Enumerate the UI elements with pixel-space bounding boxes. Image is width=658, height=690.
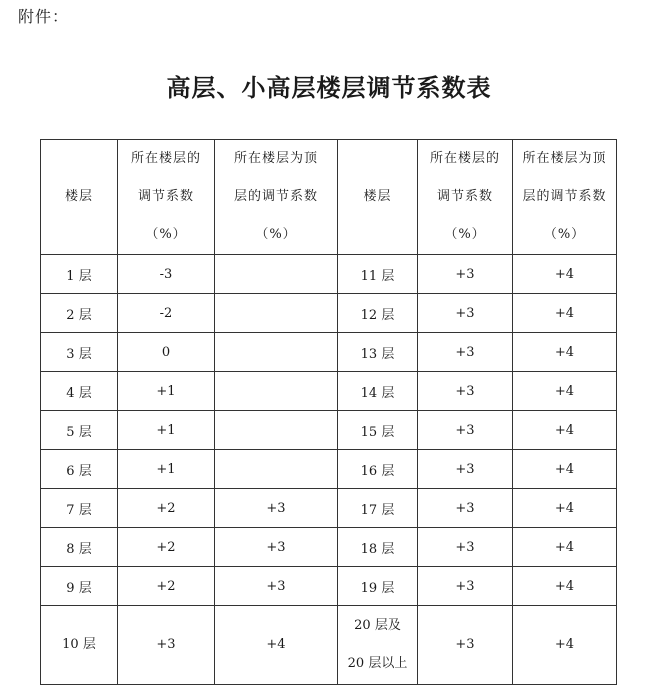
left-coef-cell: -3 [118, 255, 215, 294]
header-top-coef-line1: 所在楼层为顶 [233, 151, 318, 166]
page-title: 高层、小高层楼层调节系数表 [166, 73, 492, 102]
right-top-cell: +4 [513, 255, 617, 294]
header-top-coef-right-line2: 层的调节系数 [522, 189, 607, 204]
left-top-cell: +3 [215, 567, 338, 606]
right-coef-cell: +3 [418, 255, 513, 294]
right-top-cell: +4 [513, 489, 617, 528]
left-floor-cell: 2 层 [41, 294, 118, 333]
header-floor-coef-right [418, 140, 513, 255]
left-floor-cell: 4 层 [41, 372, 118, 411]
left-floor-cell: 7 层 [41, 489, 118, 528]
header-floor-coef-right-line1: 所在楼层的 [429, 151, 500, 166]
right-coef-cell: +3 [418, 372, 513, 411]
header-top-coef [215, 140, 338, 255]
left-coef-cell: +1 [118, 411, 215, 450]
left-top-cell: +3 [215, 528, 338, 567]
right-top-cell: +4 [513, 333, 617, 372]
table-row [41, 372, 617, 411]
right-floor-cell: 19 层 [338, 567, 418, 606]
header-floor-coef-right-line3: （%） [444, 227, 486, 242]
left-coef-cell: +1 [118, 372, 215, 411]
table-row [41, 294, 617, 333]
header-floor-coef-line2: 调节系数 [137, 189, 194, 204]
table-row [41, 333, 617, 372]
header-floor: 楼层 [41, 140, 118, 255]
header-top-coef-line3: （%） [255, 227, 297, 242]
right-top-cell: +4 [513, 606, 617, 685]
left-coef-cell: +1 [118, 450, 215, 489]
right-floor-cell: 13 层 [338, 333, 418, 372]
header-floor-coef-right-line2: 调节系数 [436, 189, 493, 204]
right-top-cell: +4 [513, 411, 617, 450]
right-floor-cell: 16 层 [338, 450, 418, 489]
header-top-coef-line2: 层的调节系数 [233, 189, 318, 204]
left-floor-cell: 5 层 [41, 411, 118, 450]
right-top-cell: +4 [513, 294, 617, 333]
right-floor-cell [338, 606, 418, 685]
right-coef-cell: +3 [418, 411, 513, 450]
right-coef-cell: +3 [418, 450, 513, 489]
left-top-cell [215, 255, 338, 294]
floor-coefficient-table [40, 139, 617, 685]
header-top-coef-right-line1: 所在楼层为顶 [522, 151, 607, 166]
right-floor-cell: 12 层 [338, 294, 418, 333]
right-coef-cell: +3 [418, 606, 513, 685]
right-coef-cell: +3 [418, 567, 513, 606]
left-floor-cell: 1 层 [41, 255, 118, 294]
right-top-cell: +4 [513, 567, 617, 606]
left-coef-cell: +2 [118, 567, 215, 606]
left-floor-cell: 3 层 [41, 333, 118, 372]
right-floor-cell: 15 层 [338, 411, 418, 450]
table-row [41, 528, 617, 567]
left-coef-cell: +2 [118, 528, 215, 567]
header-floor-coef-line3: （%） [145, 227, 187, 242]
left-top-cell: +3 [215, 489, 338, 528]
header-floor-right: 楼层 [338, 140, 418, 255]
left-coef-cell: 0 [118, 333, 215, 372]
right-top-cell: +4 [513, 528, 617, 567]
right-floor-cell: 17 层 [338, 489, 418, 528]
table-row [41, 255, 617, 294]
right-floor-line1: 20 层及 [354, 618, 401, 633]
header-top-coef-right [513, 140, 617, 255]
header-top-coef-right-line3: （%） [543, 227, 586, 242]
right-coef-cell: +3 [418, 528, 513, 567]
right-top-cell: +4 [513, 450, 617, 489]
left-coef-cell: +2 [118, 489, 215, 528]
left-top-cell [215, 333, 338, 372]
left-floor-cell: 9 层 [41, 567, 118, 606]
left-floor-cell: 10 层 [41, 606, 118, 685]
left-top-cell [215, 450, 338, 489]
table-row [41, 489, 617, 528]
left-coef-cell: +3 [118, 606, 215, 685]
right-floor-line2: 20 层以上 [347, 656, 408, 671]
left-top-cell [215, 411, 338, 450]
left-top-cell [215, 372, 338, 411]
header-floor-coef-line1: 所在楼层的 [130, 151, 201, 166]
left-coef-cell: -2 [118, 294, 215, 333]
table-row [41, 411, 617, 450]
right-coef-cell: +3 [418, 333, 513, 372]
left-floor-cell: 8 层 [41, 528, 118, 567]
right-top-cell: +4 [513, 372, 617, 411]
left-floor-cell: 6 层 [41, 450, 118, 489]
table-header-row [41, 140, 617, 255]
left-top-cell: +4 [215, 606, 338, 685]
right-floor-cell: 18 层 [338, 528, 418, 567]
right-coef-cell: +3 [418, 489, 513, 528]
attachment-label: 附件： [18, 7, 70, 26]
table-row [41, 450, 617, 489]
right-floor-cell: 11 层 [338, 255, 418, 294]
table-row [41, 567, 617, 606]
left-top-cell [215, 294, 338, 333]
right-floor-cell: 14 层 [338, 372, 418, 411]
header-floor-coef [118, 140, 215, 255]
right-coef-cell: +3 [418, 294, 513, 333]
table-row-last [41, 606, 617, 685]
